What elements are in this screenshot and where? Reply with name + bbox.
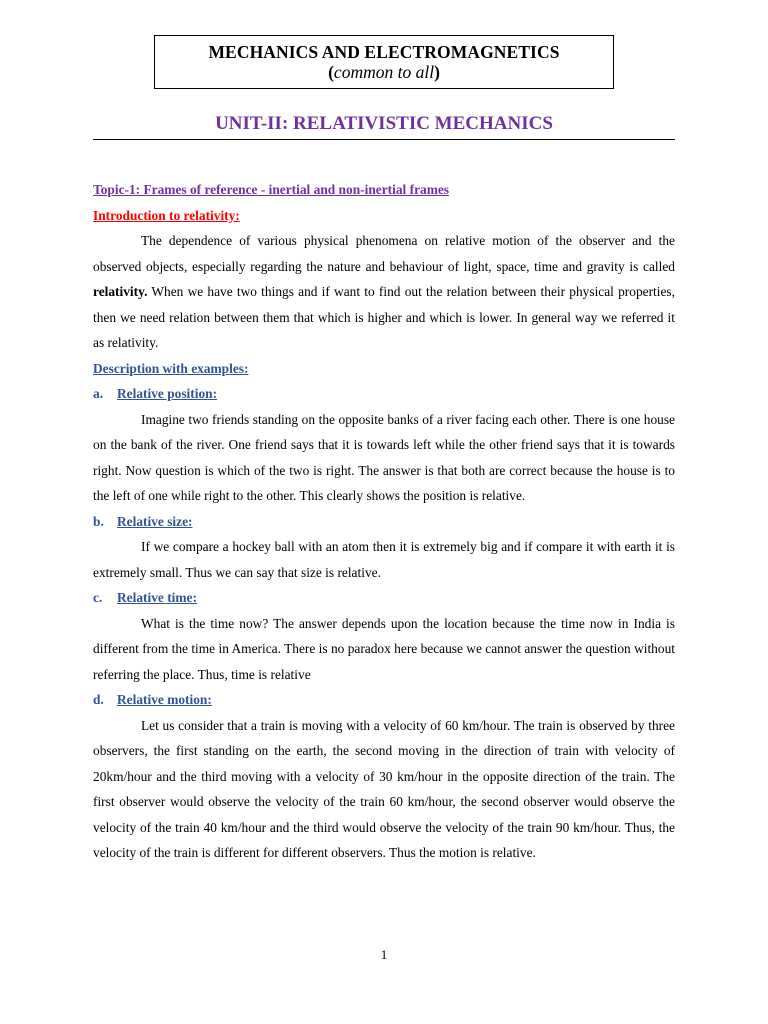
item-heading-position bbox=[93, 381, 675, 407]
item-letter: d. bbox=[93, 692, 104, 707]
intro-text-end: When we have two things and if want to find out the relation between their physical properties, then we need relation between them that which is higher and which is lower. In general way we referred it as relativity. bbox=[93, 284, 675, 350]
intro-paragraph bbox=[93, 228, 675, 356]
heading-divider bbox=[93, 139, 675, 140]
item-letter: a. bbox=[93, 386, 104, 401]
subtitle-text: common to all bbox=[333, 62, 435, 82]
intro-heading: Introduction to relativity: bbox=[93, 207, 240, 223]
course-subtitle bbox=[155, 62, 613, 82]
title-box bbox=[154, 35, 614, 89]
item-heading-motion bbox=[93, 687, 675, 713]
item-letter: b. bbox=[93, 513, 104, 529]
unit-title: UNIT-II: RELATIVISTIC MECHANICS bbox=[215, 113, 553, 134]
item-letter: c. bbox=[93, 590, 103, 605]
item-paragraph-size: If we compare a hockey ball with an atom then it is extremely big and if compare it with earth it is extremely small. Thus we can say that size is relative. bbox=[93, 539, 675, 580]
item-label: Relative position: bbox=[117, 386, 218, 401]
item-paragraph-position: Imagine two friends standing on the opposite banks of a river facing each other. There is one house on the bank of the river. One friend says that it is towards left while the other friend says that it is towards right. Now question is which of the two is right. The answer is that both are correct because the house is to the left of one while right to the other. This clearly shows the position is relative. bbox=[93, 411, 675, 503]
item-paragraph-time: What is the time now? The answer depends upon the location because the time now in India is different from the time in America. There is no paradox here because we cannot answer the question without referring the place. Thus, time is relative bbox=[93, 615, 675, 682]
item-label: Relative size: bbox=[117, 513, 193, 529]
topic-heading: Topic-1: Frames of reference - inertial and non-inertial frames bbox=[93, 182, 450, 197]
description-heading: Description with examples: bbox=[93, 360, 249, 376]
item-heading-time bbox=[93, 585, 675, 611]
item-label: Relative time: bbox=[117, 590, 197, 605]
intro-bold-term: relativity. bbox=[93, 284, 148, 299]
subtitle-open-paren: ( bbox=[328, 62, 334, 82]
course-title: MECHANICS AND ELECTROMAGNETICS bbox=[208, 42, 560, 62]
item-paragraph-motion: Let us consider that a train is moving with a velocity of 60 km/hour. The train is observed by three observers, the first standing on the earth, the second moving in the direction of train with velocity of 20km/hour and the third moving with a velocity of 30 km/hour in the opposite direction of the train. The first observer would observe the velocity of the train 60 km/hour, the second observer would observe the velocity of the train 40 km/hour and the third would observe the velocity of the train 90 km/hour. Thus, the velocity of the train is different for different observers. Thus the motion is relative. bbox=[93, 717, 675, 860]
subtitle-close-paren: ) bbox=[434, 62, 440, 82]
item-label: Relative motion: bbox=[117, 692, 212, 707]
item-heading-size bbox=[93, 509, 675, 535]
page-number: 1 bbox=[380, 947, 388, 962]
intro-text-start: The dependence of various physical phenomena on relative motion of the observer and the observed objects, especially regarding the nature and behaviour of light, space, time and gravity is called bbox=[93, 233, 675, 274]
document-content bbox=[93, 177, 675, 866]
